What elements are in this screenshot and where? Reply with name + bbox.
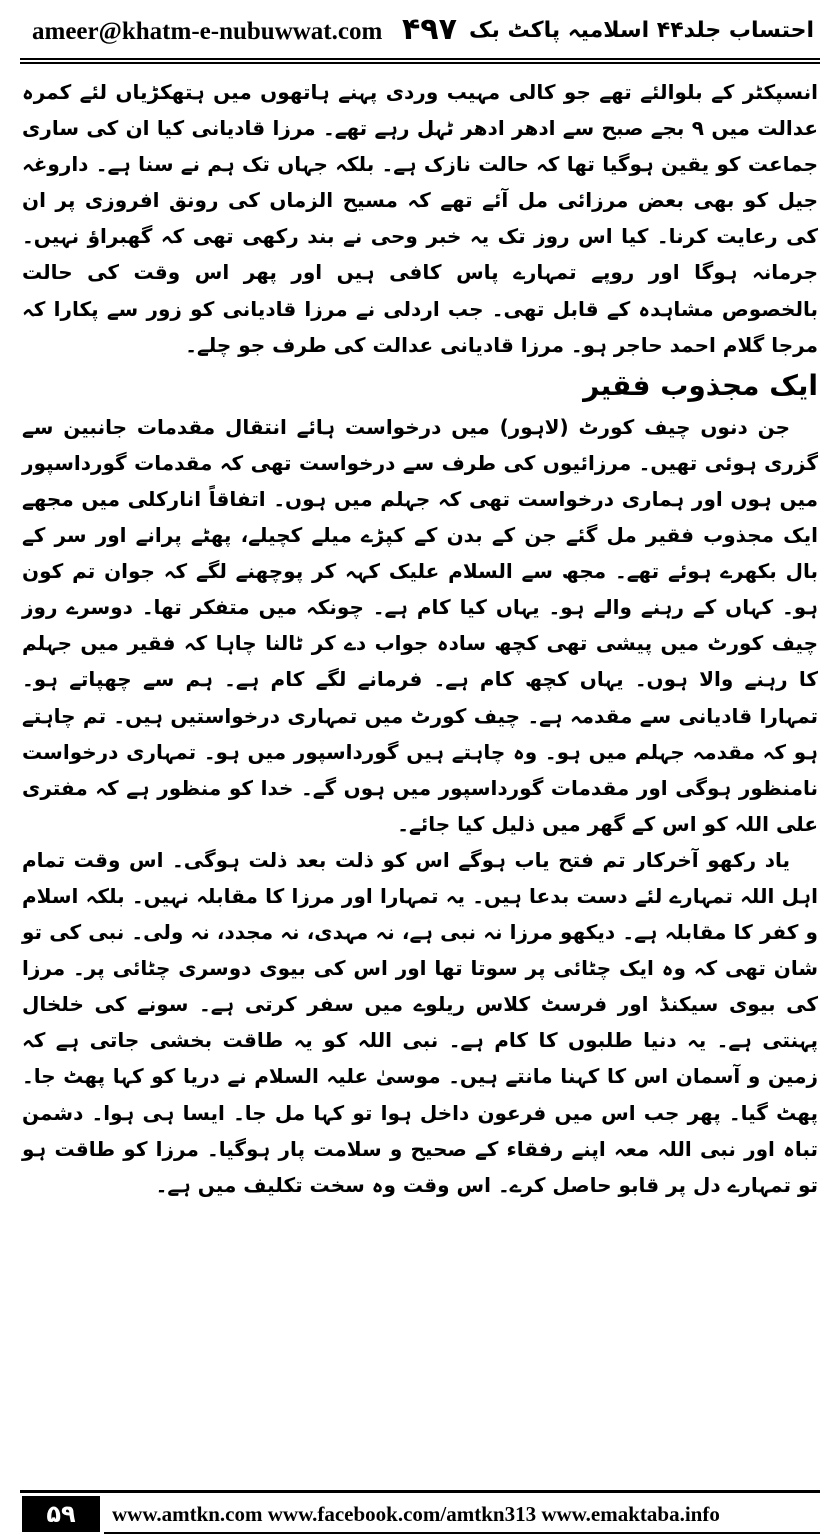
footer-divider-top xyxy=(20,1490,820,1493)
footer-divider-bottom xyxy=(104,1532,820,1534)
body-paragraph-2: جن دنوں چیف کورٹ (لاہور) میں درخواست ہائے انتقال مقدمات جانبین سے گزری ہوئی تھیں۔ مرزائیوں کی طرف سے درخواست تھی کہ مقدمات گورداسپور میں ہوں اور ہماری درخواست تھی کہ جہلم میں ہوں۔ اتفاقاً انارکلی میں مجھے ایک مجذوب فقیر مل گئے جن کے بدن کے کپڑے میلے کچیلے، پھٹے پرانے اور سر کے بال بکھرے ہوئے تھے۔ مجھ سے السلام علیک کہہ کر پوچھنے لگے کہ جوان تم کون ہو۔ کہاں کے رہنے والے ہو۔ یہاں کیا کام ہے۔ چونکہ میں متفکر تھا۔ دوسرے روز چیف کورٹ میں پیشی تھی کچھ سادہ جواب دے کر ٹالنا چاہا کہ فقیر میں جہلم کا رہنے والا ہوں۔ یہاں کچھ کام ہے۔ فرمانے لگے کام ہے۔ ہم سے چھپاتے ہو۔ تمہارا قادیانی سے مقدمہ ہے۔ چیف کورٹ میں تمہاری درخواستیں ہیں۔ تم چاہتے ہو کہ مقدمہ جہلم میں ہو۔ وہ چاہتے ہیں گورداسپور میں ہو۔ تمہاری درخواست نامنظور ہوگی اور مقدمات گورداسپور میں ہوں گے۔ خدا کو منظور ہے کہ مفتری علی اللہ کو اس کے گھر میں ذلیل کیا جائے۔ xyxy=(22,414,818,836)
page-body xyxy=(22,74,818,1203)
footer-page-badge: ۵۹ xyxy=(22,1496,100,1532)
footer-links: www.amtkn.com www.facebook.com/amtkn313 www.emaktaba.info xyxy=(112,1502,720,1526)
header-email: ameer@khatm-e-nubuwwat.com xyxy=(32,18,383,45)
section-heading: ایک مجذوب فقیر xyxy=(583,368,818,402)
header-page-number: ۴۹۷ xyxy=(402,12,457,47)
body-paragraph-1: انسپکٹر کے بلوالئے تھے جو کالی مہیب وردی پہنے ہاتھوں میں ہتھکڑیاں لئے کمرہ عدالت میں ۹ بجے صبح سے ادھر ادھر ٹہل رہے تھے۔ مرزا قادیانی کیا ان کی ساری جماعت کو یقین ہوگیا تھا کہ حالت نازک ہے۔ بلکہ جہاں تک ہم نے سنا ہے۔ داروغہ جیل کو بھی بعض مرزائی مل آئے تھے کہ مسیح الزماں کی رونق افروزی پر ان کی رعایت کرنا۔ کیا اس روز تک یہ خبر وحی نے بند رکھی تھی کہ گھبراؤ نہیں۔ جرمانہ ہوگا اور روپے تمہارے پاس کافی ہیں اور پھر اس وقت کی حالت بالخصوص مشاہدہ کے قابل تھی۔ جب اردلی نے مرزا قادیانی کو زور سے پکارا کہ مرجا گلام احمد حاجر ہو۔ مرزا قادیانی عدالت کی طرف جو چلے۔ xyxy=(22,80,818,357)
body-paragraph-3: یاد رکھو آخرکار تم فتح یاب ہوگے اس کو ذلت بعد ذلت ہوگی۔ اس وقت تمام اہل اللہ تمہارے لئے دست بدعا ہیں۔ یہ تمہارا اور مرزا کا مقابلہ نہیں۔ بلکہ اسلام و کفر کا مقابلہ ہے۔ دیکھو مرزا نہ نبی ہے، نہ مہدی، نہ مجدد، نہ ولی۔ نبی کی تو شان تھی کہ وہ ایک چٹائی پر سوتا تھا اور اس کی بیوی دوسری چٹائی پر۔ مرزا کی بیوی سیکنڈ اور فرسٹ کلاس ریلوے میں سفر کرتی ہے۔ سونے کی خلخال پہنتی ہے۔ یہ دنیا طلبوں کا کام ہے۔ نبی اللہ کو یہ طاقت بخشی جاتی ہے کہ زمین و آسمان اس کا کہنا مانتے ہیں۔ موسیٰ علیہ السلام نے دریا کو کہا پھٹ جا۔ پھٹ گیا۔ پھر جب اس میں فرعون داخل ہوا تو کہا مل جا۔ ایسا ہی ہوا۔ دشمن تباہ اور نبی اللہ معہ اپنے رفقاء کے صحیح و سلامت پار ہوگیا۔ مرزا کو طاقت ہو تو تمہارے دل پر قابو حاصل کرے۔ اس وقت وہ سخت تکلیف میں ہے۔ xyxy=(22,847,818,1197)
page-header xyxy=(20,12,820,56)
header-divider xyxy=(20,58,820,64)
page-footer xyxy=(20,1490,820,1534)
header-book-title: احتساب جلد۴۴ اسلامیہ پاکٹ بک xyxy=(469,18,814,43)
